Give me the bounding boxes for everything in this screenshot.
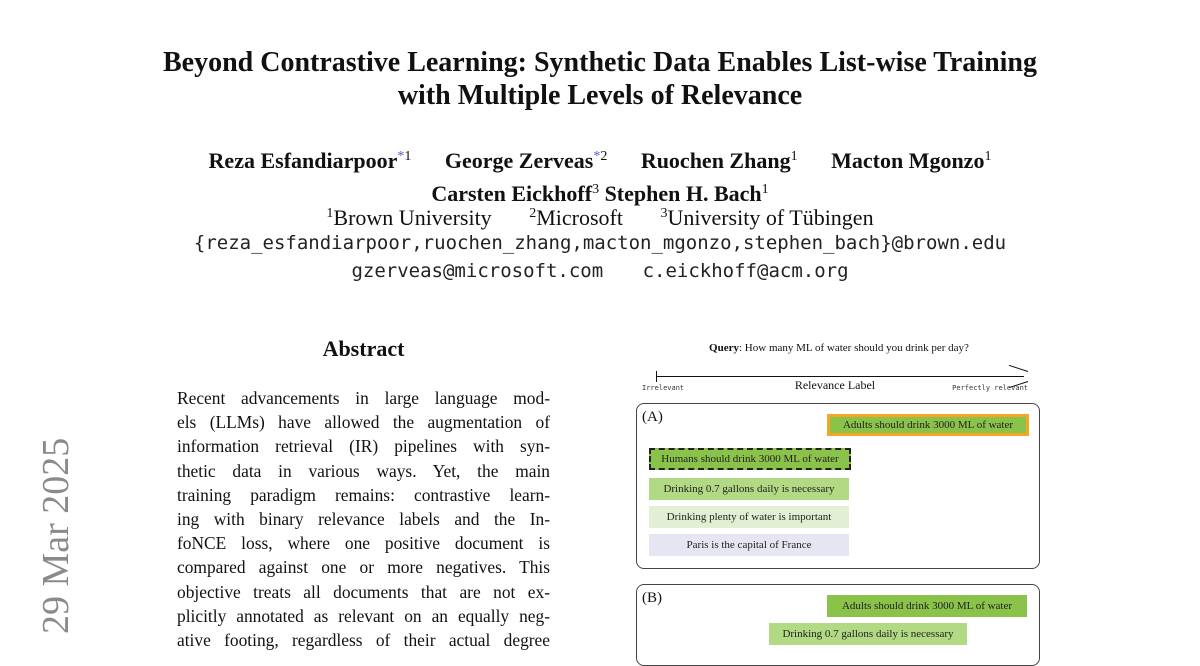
doc-positive: Adults should drink 3000 ML of water xyxy=(827,414,1029,436)
author: Carsten Eickhoff$^3$ xyxy=(431,181,600,206)
affiliation: $^3$University of Tübingen xyxy=(660,205,874,230)
author-emails xyxy=(140,229,1060,285)
panel-a xyxy=(636,403,1040,569)
title-line-2: with Multiple Levels of Relevance xyxy=(397,80,803,111)
arrow-head-icon xyxy=(1009,365,1028,372)
relevance-axis xyxy=(642,362,1028,394)
doc-irrelevant: Paris is the capital of France xyxy=(649,534,849,556)
doc-positive: Adults should drink 3000 ML of water xyxy=(827,595,1027,617)
axis-label-mid: Relevance Label xyxy=(794,378,876,392)
doc-low-relevant: Drinking plenty of water is important xyxy=(649,506,849,528)
abstract-line: compared against one or more negatives. This xyxy=(177,557,550,578)
abstract-line: foNCE loss, where one positive document is xyxy=(177,533,550,554)
abstract-line: plicitly annotated as relevant on an equally neg- xyxy=(177,605,550,626)
abstract-text xyxy=(177,386,550,652)
axis-label-right: Perfectly relevant xyxy=(952,384,1028,392)
abstract-line: objective treats all documents that are not ex- xyxy=(177,581,550,602)
abstract-line: information retrieval (IR) pipelines with syn- xyxy=(177,436,550,457)
figure-query: Query: How many ML of water should you drink per day? xyxy=(709,342,969,354)
email-microsoft[interactable]: gzerveas@microsoft.com xyxy=(351,260,604,282)
abstract-line: ative footing, regardless of their actual degree xyxy=(177,630,550,651)
panel-a-label: (A) xyxy=(642,409,663,425)
author-list xyxy=(140,142,1060,208)
title-line-1: Beyond Contrastive Learning: Synthetic Data Enables List-wise Training xyxy=(162,47,1037,78)
doc-mid-relevant: Drinking 0.7 gallons daily is necessary xyxy=(769,623,967,645)
abstract-line: els (LLMs) have allowed the augmentation of xyxy=(177,412,550,433)
abstract-line: Recent advancements in large language mod- xyxy=(177,388,550,408)
author: Ruochen Zhang$^1$ xyxy=(640,148,798,173)
figure-relevance-levels xyxy=(636,336,1042,648)
axis-line xyxy=(656,376,1024,377)
email-line-1[interactable]: {reza_esfandiarpoor,ruochen_zhang,macton_mgonzo,stephen_bach}@brown.edu xyxy=(193,232,1007,254)
abstract-line: thetic data in various ways. Yet, the main xyxy=(177,460,550,481)
author: Reza Esfandiarpoor$^{*1}$ xyxy=(208,148,412,173)
paper-title xyxy=(140,46,1060,112)
abstract-line: training paradigm remains: contrastive learn- xyxy=(177,484,550,505)
email-acm[interactable]: c.eickhoff@acm.org xyxy=(642,260,849,282)
affiliation: $^1$Brown University xyxy=(326,205,492,230)
doc-mid-relevant: Drinking 0.7 gallons daily is necessary xyxy=(649,478,849,500)
author: George Zerveas$^{*2}$ xyxy=(444,148,608,173)
author: Macton Mgonzo$^1$ xyxy=(831,148,992,173)
doc-dashed: Humans should drink 3000 ML of water xyxy=(649,448,851,470)
affiliation: $^2$Microsoft xyxy=(529,205,623,230)
affiliations xyxy=(140,200,1060,232)
panel-b xyxy=(636,584,1040,666)
abstract-heading: Abstract xyxy=(322,336,405,361)
axis-label-left: Irrelevant xyxy=(642,384,685,392)
author: Stephen H. Bach$^1$ xyxy=(604,181,769,206)
arxiv-date-stamp: 29 Mar 2025 xyxy=(35,437,77,634)
panel-b-label: (B) xyxy=(642,590,662,606)
abstract-line: ing with binary relevance labels and the In- xyxy=(177,509,550,530)
